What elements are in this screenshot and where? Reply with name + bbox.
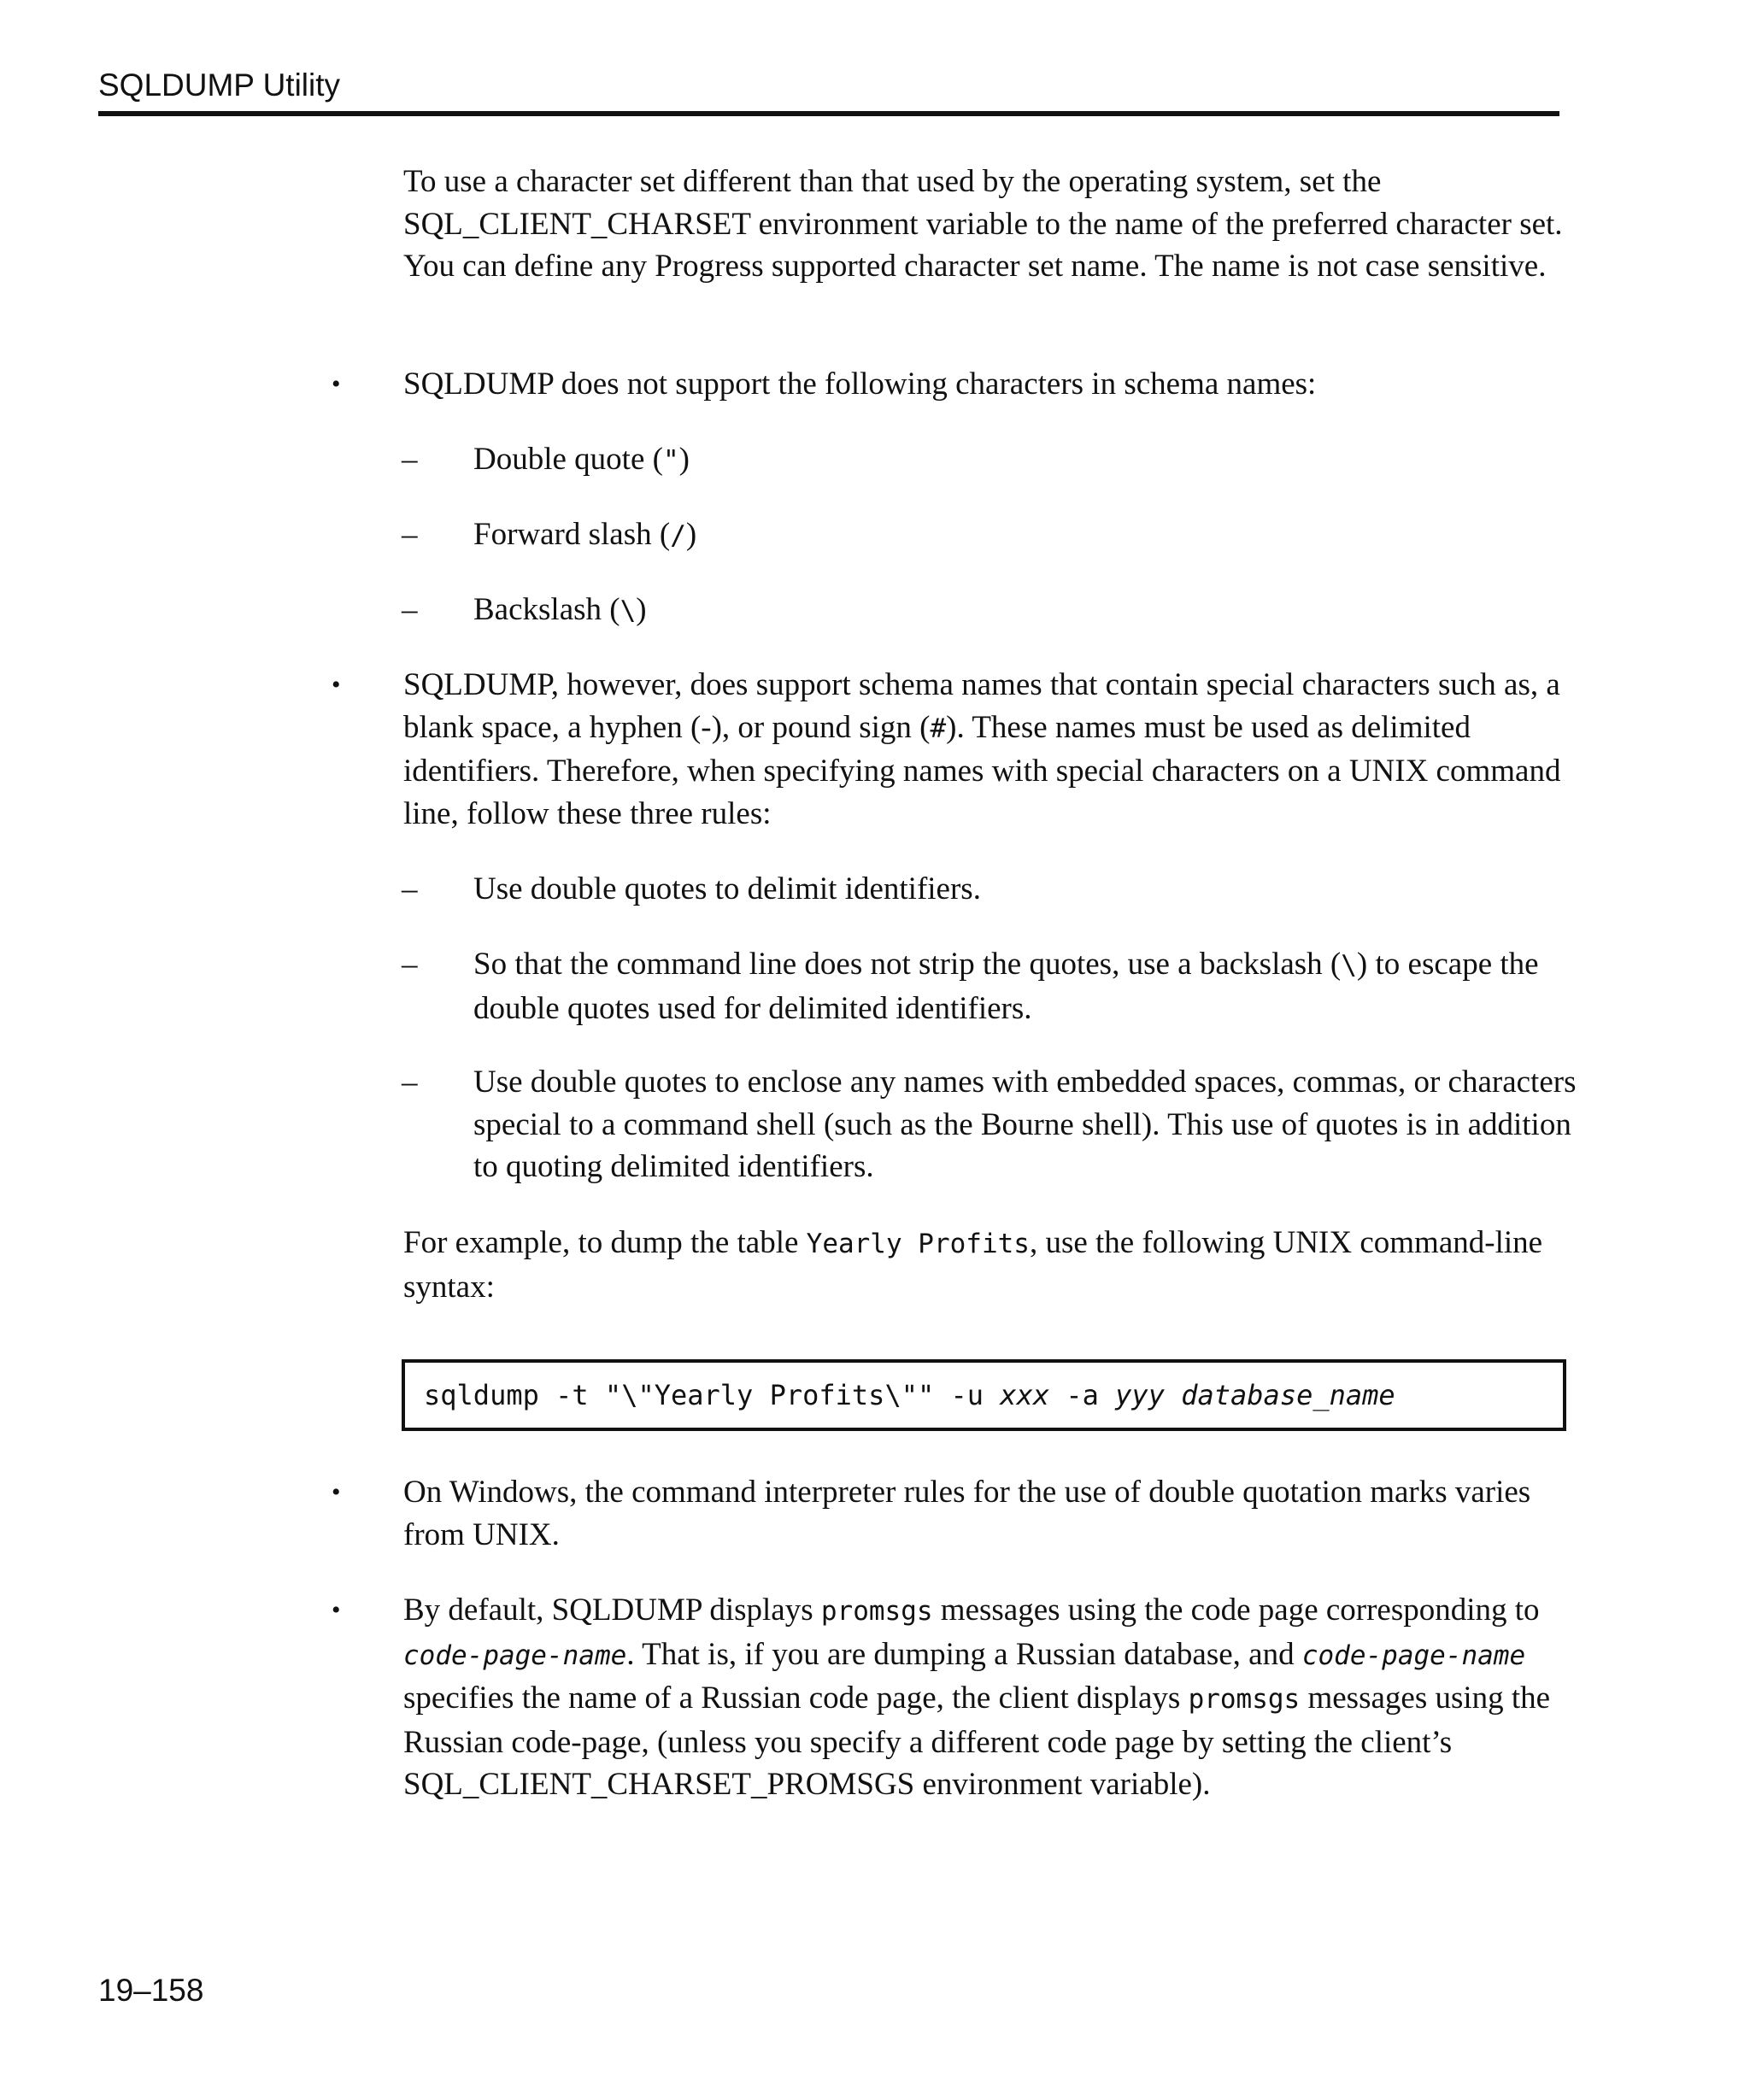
- page-number: 19–158: [98, 1973, 204, 2008]
- code-command-b: -a: [1049, 1379, 1116, 1411]
- code-page-name-code: code-page-name: [403, 1640, 627, 1671]
- rule-2-text-a: So that the command line does not strip the quotes, use a backslash (: [473, 947, 1342, 982]
- list-item-close: ): [636, 592, 647, 627]
- bullet-4-text: [403, 1589, 1583, 1806]
- bullet-marker: •: [332, 671, 341, 699]
- code-space: [1165, 1379, 1181, 1411]
- code-password-placeholder: yyy: [1115, 1379, 1165, 1411]
- list-item-symbol: \: [620, 595, 637, 626]
- list-item-label: Backslash (: [473, 592, 620, 627]
- dash-marker: –: [402, 947, 418, 982]
- bullet-2-text-b: ). These names must be used as delimited identifiers. Therefore, when specifying names with special characters on a UNIX command line, follow these three rules:: [403, 709, 1561, 831]
- list-item-label: Double quote (: [473, 442, 663, 477]
- dash-marker: –: [402, 442, 418, 477]
- rule-3-text: Use double quotes to enclose any names with embedded spaces, commas, or characters special to a command shell (such as the Bourne shell). This use of quotes is in addition to quoting delimited identifiers.: [473, 1065, 1577, 1184]
- bullet-1-text: SQLDUMP does not support the following characters in schema names:: [403, 367, 1317, 402]
- bullet-4-text-d: specifies the name of a Russian code page, the client displays: [403, 1681, 1189, 1716]
- bullet-marker: •: [332, 1596, 341, 1624]
- list-item-double-quote: [473, 438, 1584, 483]
- bullet-4-text-b: messages using the code page corresponding to: [932, 1593, 1540, 1628]
- rule-2-text: [473, 943, 1584, 1029]
- bullet-2-text: [403, 664, 1583, 835]
- list-item-forward-slash: [473, 513, 1584, 558]
- bullet-4-text-a: By default, SQLDUMP displays: [403, 1593, 821, 1628]
- promsgs-code: promsgs: [820, 1596, 933, 1627]
- dash-marker: –: [402, 592, 418, 627]
- dash-marker: –: [402, 517, 418, 552]
- list-item-label: Forward slash (: [473, 517, 671, 552]
- promsgs-code: promsgs: [1188, 1684, 1301, 1715]
- code-page-name-code: code-page-name: [1301, 1640, 1526, 1671]
- rule-1-text: Use double quotes to delimit identifiers.: [473, 871, 981, 906]
- dash-marker: –: [402, 1065, 418, 1100]
- bullet-marker: •: [332, 370, 341, 398]
- bullet-4-text-c: . That is, if you are dumping a Russian database, and: [626, 1636, 1302, 1672]
- intro-paragraph: To use a character set different than that used by the operating system, set the SQL_CLIENT_CHARSET environment variable to the name of the preferred character set. You can define any Progress supported character set name. The name is not case sensitive.: [403, 164, 1563, 284]
- rule-2-text-b: ) to escape the double quotes used for delimited identifiers.: [473, 947, 1539, 1026]
- bullet-marker: •: [332, 1478, 341, 1506]
- bullet-2-text-a: SQLDUMP, however, does support schema names that contain special characters such as, a blank space, a hyphen (-), or pound sign (: [403, 667, 1560, 745]
- example-text-b: , use the following UNIX command-line syntax:: [403, 1225, 1543, 1305]
- bullet-4-text-e: messages using the Russian code-page, (unless you specify a different code page by setting the client’s SQL_CLIENT_CHARSET_PROMSGS environment variable).: [403, 1681, 1551, 1802]
- code-example-box: [402, 1359, 1566, 1431]
- bullet-3-text: On Windows, the command interpreter rules for the use of double quotation marks varies from UNIX.: [403, 1475, 1531, 1552]
- code-database-placeholder: database_name: [1181, 1379, 1395, 1411]
- page-header-title: SQLDUMP Utility: [98, 67, 341, 103]
- code-user-placeholder: xxx: [1000, 1379, 1050, 1411]
- list-item-backslash: [473, 589, 1584, 633]
- code-command-a: sqldump -t "\"Yearly Profits\"" -u: [424, 1379, 1001, 1411]
- list-item-symbol: ": [662, 445, 679, 476]
- backslash-symbol: \: [1341, 950, 1357, 981]
- dash-marker: –: [402, 871, 418, 906]
- list-item-symbol: /: [670, 520, 686, 551]
- list-item-close: ): [685, 517, 697, 552]
- header-divider: [98, 111, 1559, 116]
- example-text-a: For example, to dump the table: [403, 1225, 807, 1260]
- code-command-line: [424, 1378, 1395, 1412]
- table-name-code: Yearly Profits: [806, 1229, 1030, 1259]
- list-item-close: ): [678, 442, 690, 477]
- pound-symbol: #: [930, 713, 947, 744]
- example-paragraph: [403, 1222, 1583, 1308]
